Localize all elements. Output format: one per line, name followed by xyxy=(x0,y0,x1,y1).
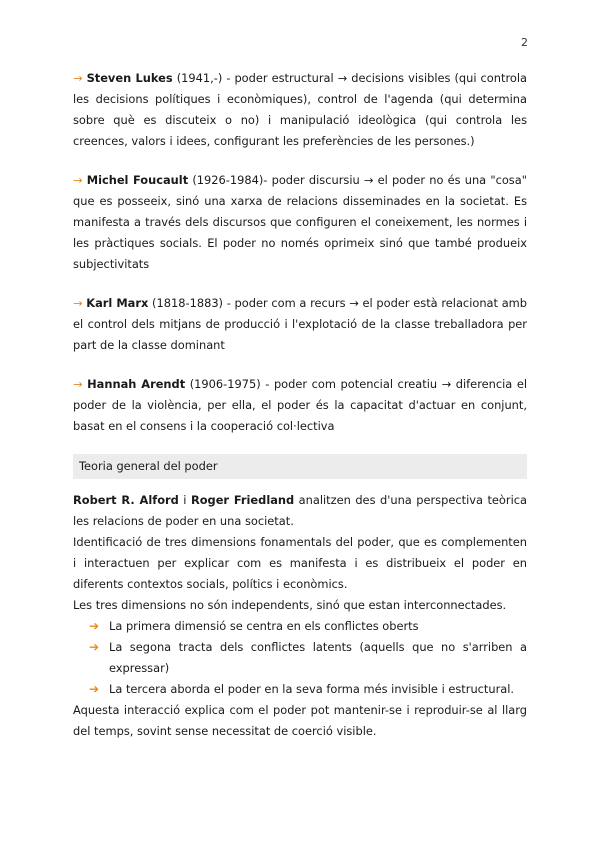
entry-name: Karl Marx xyxy=(86,296,149,310)
entry-text: - poder discursiu → el poder no és una "cosa" que es posseeix, sinó una xarxa de relacions disseminades en la societat. Es manifesta a través dels discursos que configuren el coneixement, les normes i les pràctiques socials. El poder no només oprimeix sinó que també produeix subjectivitats xyxy=(73,173,527,271)
list-item-text: La tercera aborda el poder en la seva forma més invisible i estructural. xyxy=(109,682,515,696)
arrow-bullet-icon: ➔ xyxy=(89,682,100,696)
list-item xyxy=(89,637,527,679)
arrow-icon: → xyxy=(73,71,83,85)
document-body xyxy=(73,68,527,742)
intro-paragraph xyxy=(73,490,527,532)
dimensions-paragraph: Identificació de tres dimensions fonamentals del poder, que es complementen i interactuen per explicar com es manifesta i es distribueix el poder en diferents contextos socials, polítics i econòmics. xyxy=(73,535,527,591)
list-item xyxy=(89,616,527,637)
intro-text: analitzen des d'una perspectiva teòrica les relacions de poder en una societat. xyxy=(73,493,527,528)
entry-name: Steven Lukes xyxy=(86,71,173,85)
author-name: Robert R. Alford xyxy=(73,493,179,507)
entry-text: - poder com potencial creatiu → diferencia el poder de la violència, per ella, el poder és la capacitat d'actuar en conjunt, basat en el consens i la cooperació col·lectiva xyxy=(73,377,527,433)
author-connector: i xyxy=(178,493,191,507)
entry-dates: (1926-1984) xyxy=(188,173,264,187)
closing-paragraph: Aquesta interacció explica com el poder pot mantenir-se i reproduir-se al llarg del temps, sovint sense necessitat de coerció visible. xyxy=(73,703,527,738)
entry-foucault xyxy=(73,170,527,275)
arrow-icon: → xyxy=(73,173,83,187)
entry-dates: (1906-1975) xyxy=(185,377,266,391)
entry-lukes xyxy=(73,68,527,152)
list-item-text: La primera dimensió se centra en els conflictes oberts xyxy=(109,619,419,633)
author-name: Roger Friedland xyxy=(190,493,295,507)
arrow-icon: → xyxy=(73,377,83,391)
interconnection-paragraph: Les tres dimensions no són independents, sinó que estan interconnectades. xyxy=(73,598,507,612)
entry-dates: (1818-1883) xyxy=(148,296,227,310)
arrow-bullet-icon: ➔ xyxy=(89,640,100,654)
list-item-text: La segona tracta dels conflictes latents (aquells que no s'arriben a expressar) xyxy=(109,640,527,675)
entry-name: Michel Foucault xyxy=(86,173,189,187)
entry-arendt xyxy=(73,374,527,437)
entry-dates: (1941,-) xyxy=(172,71,227,85)
list-item xyxy=(89,679,527,700)
section-heading: Teoria general del poder xyxy=(73,454,527,479)
dimensions-list xyxy=(73,616,527,700)
entry-text: - poder com a recurs → el poder està relacionat amb el control dels mitjans de producció i l'explotació de la classe treballadora per part de la classe dominant xyxy=(73,296,527,352)
arrow-bullet-icon: ➔ xyxy=(89,619,100,633)
entry-text: - poder estructural → decisions visibles (qui controla les decisions polítiques i econòmiques), control de l'agenda (qui determina sobre què es discuteix o no) i manipulació ideològica (qui controla les creences, valors i idees, configurant les preferències de les persones.) xyxy=(73,71,527,148)
entry-name: Hannah Arendt xyxy=(87,377,186,391)
section-body xyxy=(73,490,527,742)
entry-marx xyxy=(73,293,527,356)
arrow-icon: → xyxy=(73,296,83,310)
page-number: 2 xyxy=(521,36,528,49)
